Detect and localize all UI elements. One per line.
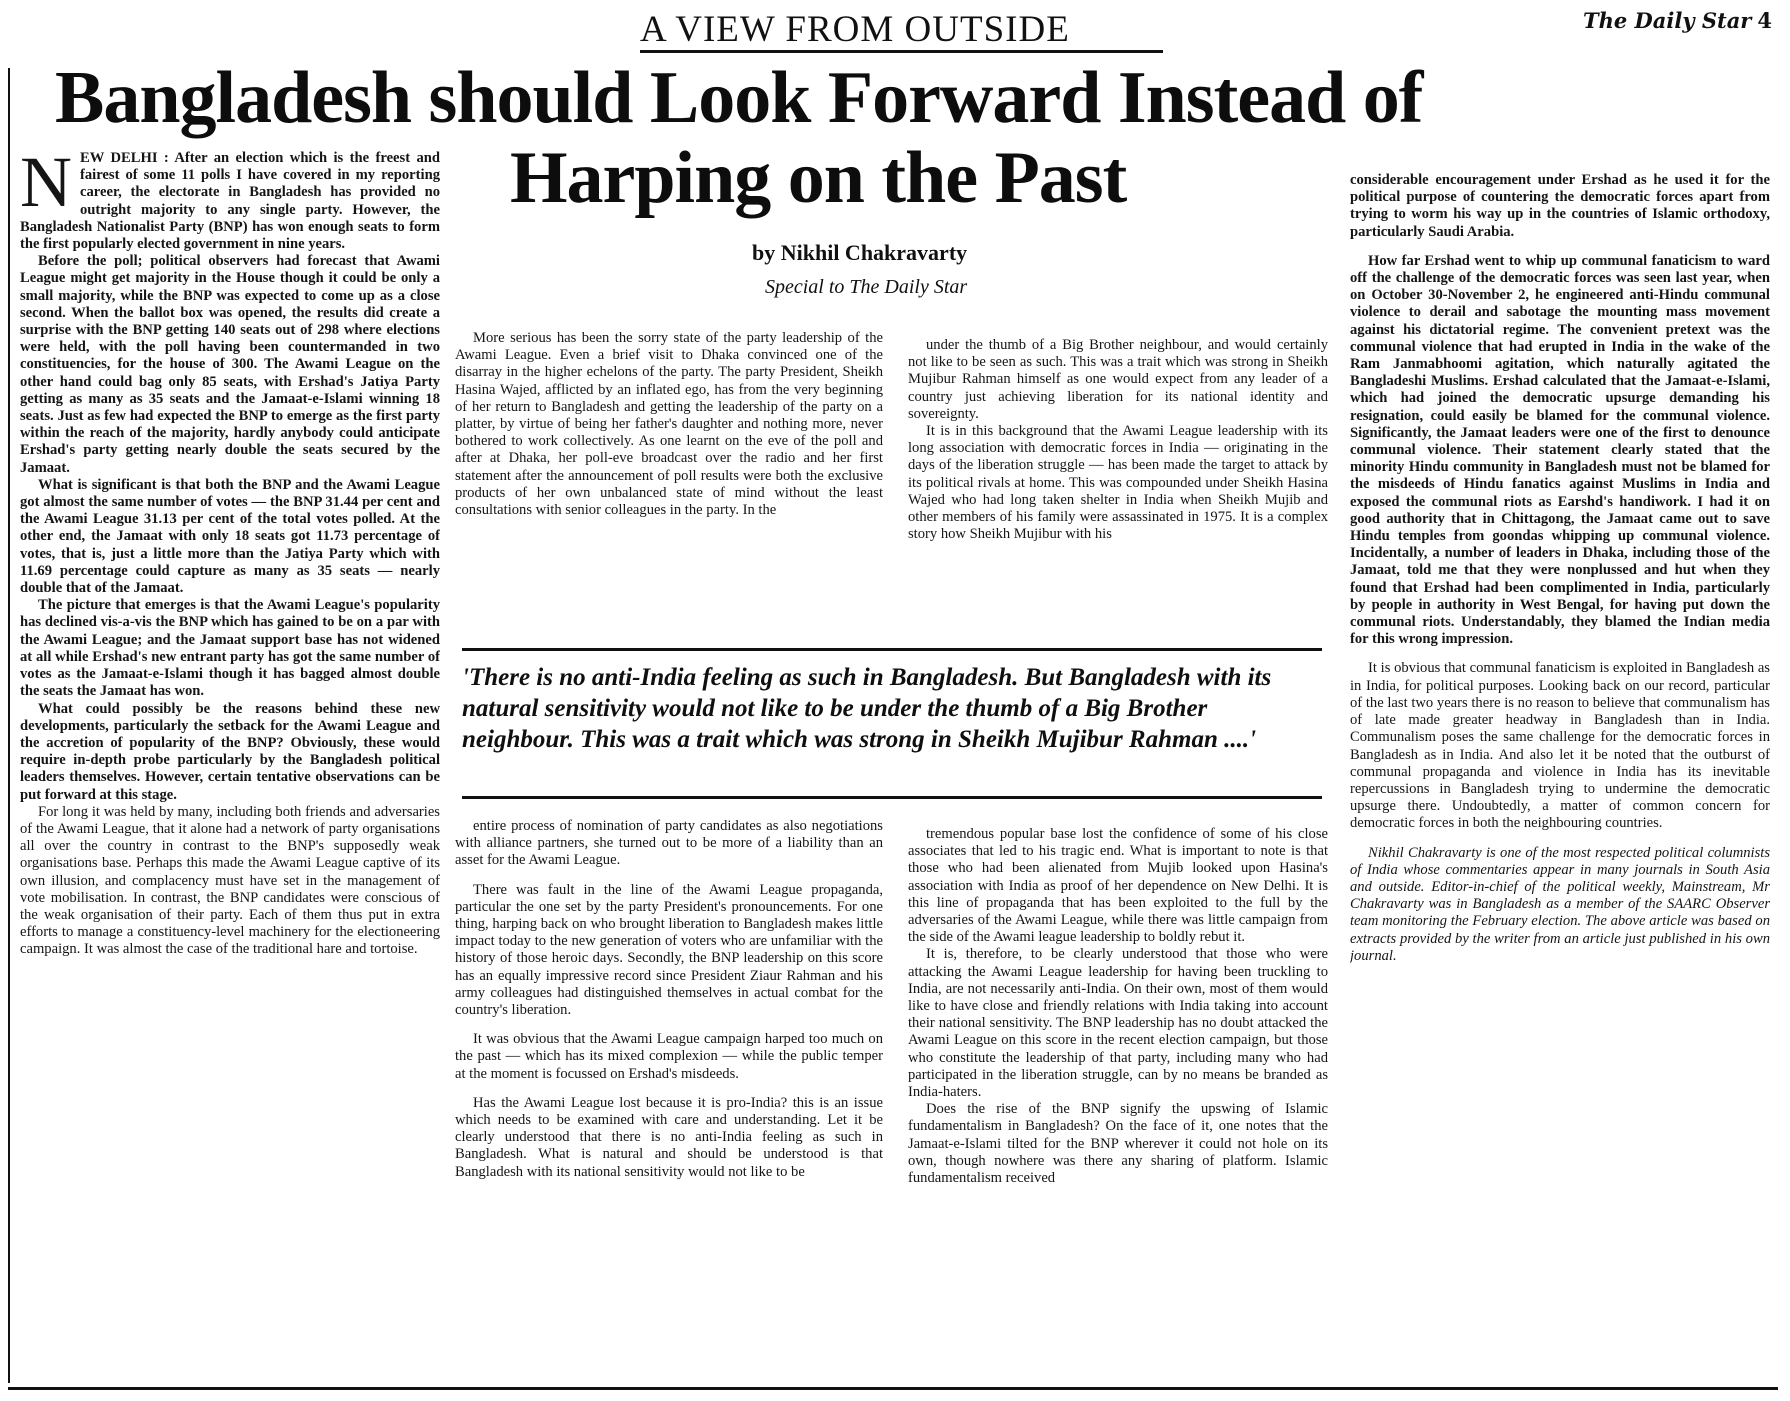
pullquote-rule-top [462, 648, 1322, 651]
article-column-2-bottom [455, 818, 883, 1380]
frame-rule-left [8, 68, 10, 1383]
article-paragraph [20, 150, 440, 253]
masthead-title: The Daily Star [1582, 8, 1752, 33]
article-paragraph: What could possibly be the reasons behind these new developments, particularly the setback for the Awami League and the accretion of popularity of the BNP? Obviously, these would require in-depth probe particularly by the Bangladesh political leaders themselves. However, certain tentative observations can be put forward at this stage. [20, 700, 440, 803]
kicker-underline [640, 50, 1163, 53]
section-kicker: A VIEW FROM OUTSIDE [640, 9, 1070, 50]
drop-cap: N [20, 150, 72, 222]
article-paragraph: It was obvious that the Awami League campaign harped too much on the past — which has its mixed complexion — while the public temper at the moment is focussed on Ershad's misdeeds. [455, 1031, 883, 1082]
headline-line-2: Harping on the Past [510, 137, 1127, 219]
article-paragraph: under the thumb of a Big Brother neighbour, and would certainly not like to be seen as such. This was a trait which was strong in Sheikh Mujibur Rahman himself as one would expect from any leader of a country just achieving liberation for its national identity and sovereignty. [908, 337, 1328, 422]
article-paragraph: tremendous popular base lost the confidence of some of his close associates that led to his tragic end. What is important to note is that those who had been alienated from Mujib looked upon Hasina's association with India as proof of her dependence on New Delhi. It is this line of propaganda that has been exploited to the full by the adversaries of the Awami League, while there was little campaign from the side of the Awami league leadership to boldly rebut it. [908, 826, 1328, 946]
article-paragraph: How far Ershad went to whip up communal fanaticism to ward off the challenge of the democratic forces was seen last year, when on October 30-November 2, he engineered anti-Hindu communal violence to derail and sabotage the mounting mass movement against his dictatorial regime. The convenient pretext was the communal violence that had erupted in India in the wake of the Ram Janmabhoomi agitation, which naturally agitated the Bangladeshi Muslims. Ershad calculated that the Jamaat-e-Islami, which had joined the democratic upsurge demanding his resignation, could easily be blamed for the communal violence. Significantly, the Jamaat leaders were one of the first to denounce communal violence. Their statement clearly stated that the minority Hindu community in Bangladesh must not be blamed for the misdeeds of Hindu fanatics against Muslims in India and exposed the communal riots as Earshd's handiwork. I had it on good authority that in Chittagong, the Jamaat came out to save Hindu temples from goondas whipping up communal violence. Incidentally, a number of leaders in Dhaka, including those of the Jamaat, told me that they were nonplussed and hut when they found that Ershad had been complimented in India, particularly by people in authority in West Bengal, for having put down the communal riots. Understandably, they blamed the Indian media for this wrong impression. [1350, 252, 1770, 648]
article-column-3-bottom [908, 826, 1328, 1380]
article-paragraph: Has the Awami League lost because it is pro-India? this is an issue which needs to be examined with care and understanding. Let it be clearly understood that there is no anti-India feeling as such in Bangladesh. What is natural and should be understood is that Bangladesh with its national sensitivity would not like to be [455, 1094, 883, 1180]
article-paragraph: The picture that emerges is that the Awami League's popularity has declined vis-a-vis the BNP which has gained to be on a par with the Awami League; and the Jamaat support base has not widened at all while Ershad's new entrant party has got the same number of votes as the Jamaat-e-Islami though it has bagged almost double the seats the Jamaat has won. [20, 597, 440, 700]
article-paragraph: It is obvious that communal fanaticism is exploited in Bangladesh as in India, for political purposes. Looking back on our record, particular of the last two years there is no reason to believe that communalism has of late made greater headway in Bangladesh than in India. Communalism poses the same challenge for the democratic forces in Bangladesh as in India. And also let it be noted that the outburst of communal propaganda and violence in India has its inevitable repercussions in Bangladesh trying to undermine the democratic upsurge there. Undoubtedly, a matter of common concern for democratic forces in both the neighbouring countries. [1350, 660, 1770, 832]
byline: by Nikhil Chakravarty [752, 240, 968, 265]
article-paragraph: Does the rise of the BNP signify the upswing of Islamic fundamentalism in Bangladesh? On the face of it, one notes that the Jamaat-e-Islami tilted for the BNP wherever it could not hole on its own, though nowhere was there any sharing of platform. Islamic fundamentalism received [908, 1101, 1328, 1187]
pullquote-rule-bottom [462, 796, 1322, 799]
article-column-1 [20, 150, 440, 1380]
masthead [1583, 8, 1772, 33]
article-column-3-top [908, 337, 1328, 640]
author-bio: Nikhil Chakravarty is one of the most respected political columnists of India whose commentaries appear in many journals in South Asia and outside. Editor-in-chief of the political weekly, Mainstream, Mr Chakravarty was in Bangladesh as a member of the SAARC Observer team monitoring the February election. The above article was based on extracts provided by the writer from an article just published in his own journal. [1350, 844, 1770, 964]
article-paragraph: There was fault in the line of the Awami League propaganda, particular the one set by the party President's pronouncements. For one thing, harping back on who brought liberation to Bangladesh makes little impact today to the new generation of voters who are unfamiliar with the history of those heroic days. Secondly, the BNP leadership on this score has an equally impressive record since President Ziaur Rahman and his army colleagues had distinguished themselves in actual combat for the country's liberation. [455, 881, 883, 1019]
article-paragraph: More serious has been the sorry state of the party leadership of the Awami League. Even a brief visit to Dhaka convinced one of the disarray in the higher echelons of the party. The party President, Sheikh Hasina Wajed, afflicted by an inflated ego, has from the very beginning of her return to Bangladesh and getting the leadership of the party on a platter, by virtue of being her father's daughter and nothing more, never bothered to work collectively. As one learnt on the eve of the poll and after at Dhaka, her poll-eve broadcast over the radio and her first statement after the announcement of poll results were both the exclusive products of her own unbalanced state of mind without the least consultations with senior colleagues in the party. In the [455, 330, 883, 519]
pull-quote: 'There is no anti-India feeling as such in Bangladesh. But Bangladesh with its natural sensitivity would not like to be under the thumb of a Big Brother neighbour. This was a trait which was strong in Sheikh Mujibur Rahman ....' [462, 664, 1272, 753]
frame-rule-bottom [8, 1387, 1778, 1390]
article-paragraph: Before the poll; political observers had forecast that Awami League might get majority in the House though it could be only a small majority, while the BNP was expected to come up as a close second. When the ballot box was opened, the results did create a surprise with the BNP getting 140 seats out of 298 where elections were held, with the poll having been countermanded in two constituencies, for the house of 300. The Awami League on the other hand could bag only 85 seats, with Ershad's Jatiya Party getting as many as 35 seats and the Jamaat-e-Islami winning 18 seats. Just as few had expected the BNP to emerge as the first party within the reach of the majority, hardly anybody could anticipate Ershad's party getting nearly double the seats secured by the Jamaat. [20, 253, 440, 476]
special-credit: Special to The Daily Star [765, 276, 968, 298]
paragraph-text: EW DELHI : After an election which is the freest and fairest of some 11 polls I have covered in my reporting career, the electorate in Bangladesh has provided no outright majority to any single party. However, the Bangladesh Nationalist Party (BNP) has won enough seats to form the first popularly elected government in nine years. [20, 150, 440, 253]
article-paragraph: It is in this background that the Awami League leadership with its long association with democratic forces in India — originating in the days of the liberation struggle — has been made the target to attack by its political rivals at home. This was compounded under Sheikh Hasina Wajed who had long taken shelter in India when Sheikh Mujib and other members of his family were assassinated in 1975. It is a complex story how Sheikh Mujibur with his [908, 423, 1328, 543]
page-number: 4 [1757, 8, 1772, 33]
article-paragraph: For long it was held by many, including both friends and adversaries of the Awami League, that it alone had a network of party organisations all over the country in contrast to the BNP's supposedly weak organisations base. Perhaps this made the Awami League captive of its own illusion, and complacency must have set in the management of vote mobilisation. In contrast, the BNP candidates were conscious of the weak organisation of their party. Each of them thus put in extra efforts to manage a constituency-level machinery for the electioneering campaign. It was almost the case of the traditional hare and tortoise. [20, 803, 440, 958]
article-paragraph: considerable encouragement under Ershad as he used it for the political purpose of countering the democratic forces apart from trying to worm his way up in the countries of Islamic orthodoxy, particularly Saudi Arabia. [1350, 172, 1770, 240]
article-paragraph: entire process of nomination of party candidates as also negotiations with alliance partners, she turned out to be more of a liability than an asset for the Awami League. [455, 818, 883, 869]
article-column-4 [1350, 172, 1770, 1387]
headline-line-1: Bangladesh should Look Forward Instead of [55, 57, 1423, 139]
article-column-2-top [455, 330, 883, 640]
article-paragraph: What is significant is that both the BNP and the Awami League got almost the same number of votes — the BNP 31.44 per cent and the Awami League 31.13 per cent of the total votes polled. At the other end, the Jamaat with only 18 seats got 11.73 percentage of votes, that is, just a little more than the Jatiya Party which with 11.69 percentage could capture as many as 35 seats — nearly double that of the Jamaat. [20, 476, 440, 597]
article-paragraph: It is, therefore, to be clearly understood that those who were attacking the Awami League leadership for having been truckling to India, are not necessarily anti-India. On their own, most of them would like to have close and friendly relations with India taking into account their national sensitivity. The BNP leadership has no doubt attacked the Awami League on this score in the recent election campaign, but those who constitute the leadership of that party, including many who had participated in the liberation struggle, can by no means be branded as India-haters. [908, 946, 1328, 1101]
